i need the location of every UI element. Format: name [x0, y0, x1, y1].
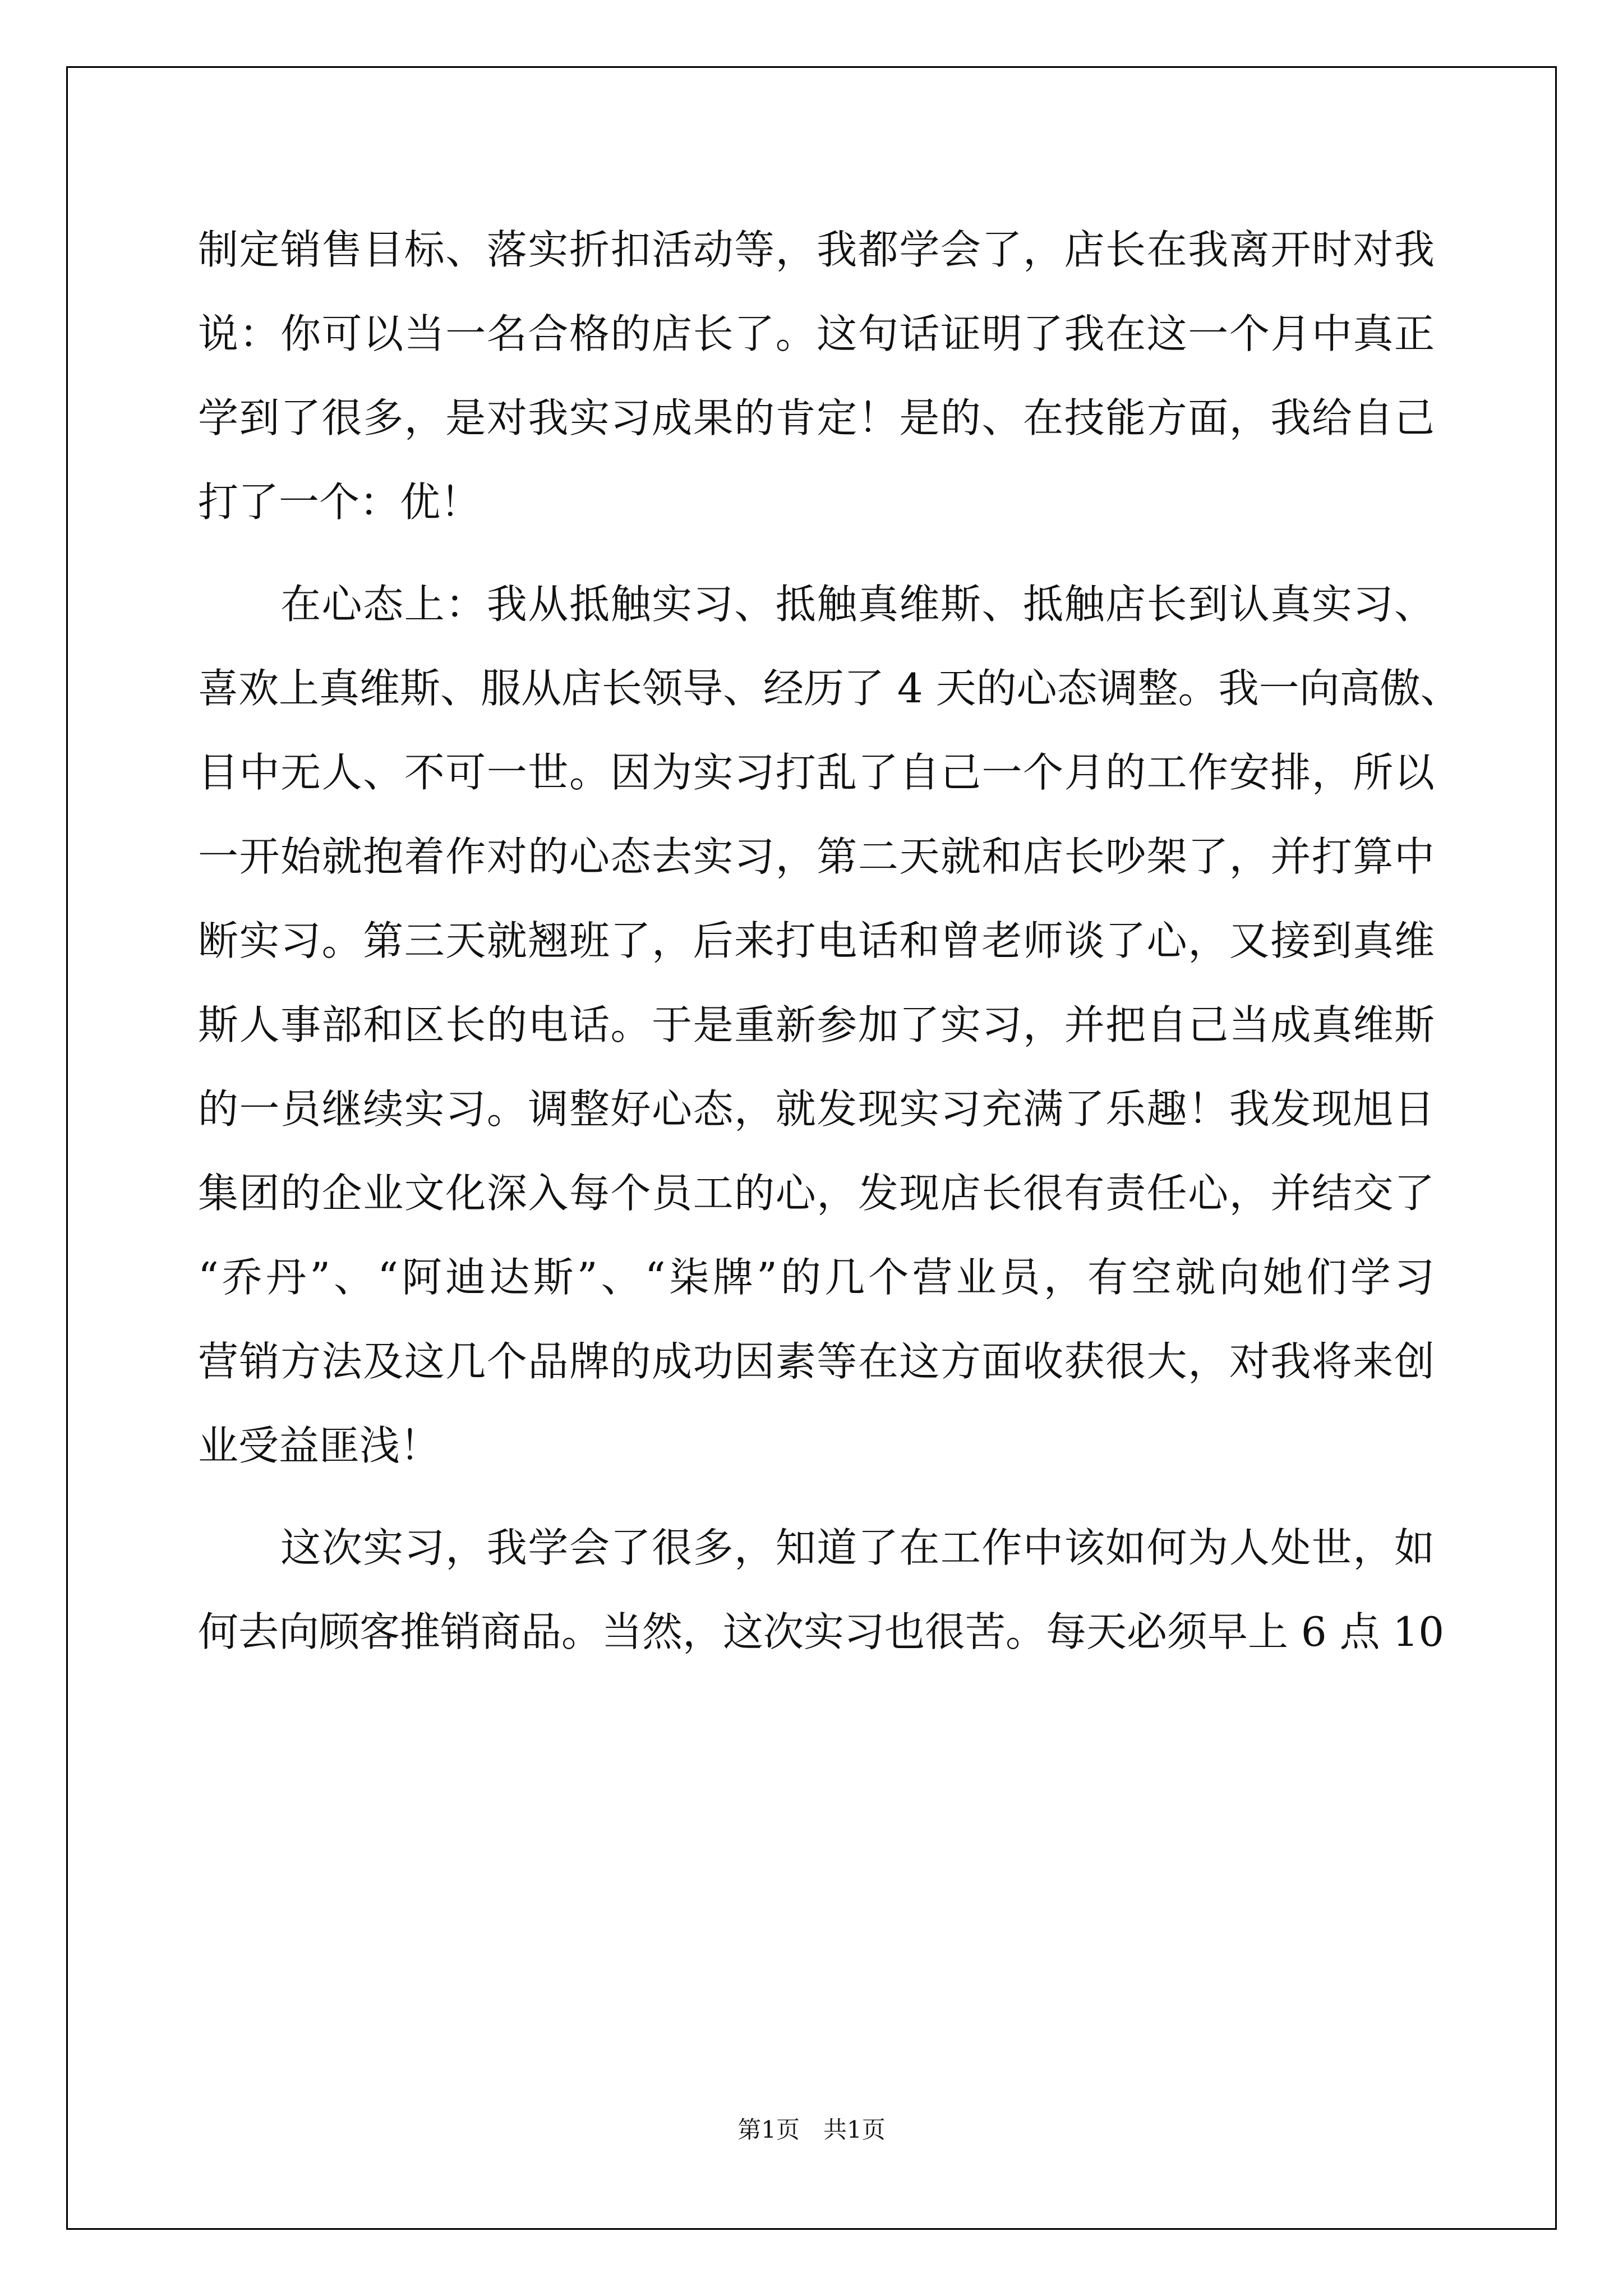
- text-line: 制定销售目标、落实折扣活动等，我都学会了，店长在我离开时对我: [198, 226, 1435, 273]
- text-line: 集团的企业文化深入每个员工的心，发现店长很有责任心，并结交了: [198, 1170, 1435, 1217]
- text-line: 这次实习，我学会了很多，知道了在工作中该如何为人处世，如: [198, 1524, 1435, 1571]
- page-footer: 第1页 共1页: [737, 2116, 886, 2143]
- text-line: 业受益匪浅！: [198, 1422, 441, 1469]
- text-line: “乔丹”、“阿迪达斯”、“柒牌”的几个营业员，有空就向她们学习: [198, 1254, 1435, 1301]
- text-line: 的一员继续实习。调整好心态，就发现实习充满了乐趣！我发现旭日: [198, 1085, 1435, 1133]
- text-line: 断实习。第三天就翘班了，后来打电话和曾老师谈了心，又接到真维: [198, 917, 1435, 964]
- document-body: [198, 208, 1461, 1674]
- text-line: 目中无人、不可一世。因为实习打乱了自己一个月的工作安排，所以: [198, 749, 1435, 796]
- text-line: 学到了很多，是对我实习成果的肯定！是的、在技能方面，我给自己: [198, 394, 1435, 441]
- text-line: 喜欢上真维斯、服从店长领导、经历了 4 天的心态调整。我一向高傲、: [198, 665, 1461, 712]
- text-line: 打了一个：优！: [198, 478, 481, 526]
- text-line: 营销方法及这几个品牌的成功因素等在这方面收获很大，对我将来创: [198, 1338, 1435, 1385]
- text-line: 斯人事部和区长的电话。于是重新参加了实习，并把自己当成真维斯: [198, 1001, 1435, 1048]
- text-line: 说：你可以当一名合格的店长了。这句话证明了我在这一个月中真正: [198, 310, 1435, 357]
- text-line: 何去向顾客推销商品。当然，这次实习也很苦。每天必须早上 6 点 10: [198, 1608, 1445, 1655]
- text-line: 在心态上：我从抵触实习、抵触真维斯、抵触店长到认真实习、: [198, 581, 1435, 628]
- text-line: 一开始就抱着作对的心态去实习，第二天就和店长吵架了，并打算中: [198, 833, 1435, 880]
